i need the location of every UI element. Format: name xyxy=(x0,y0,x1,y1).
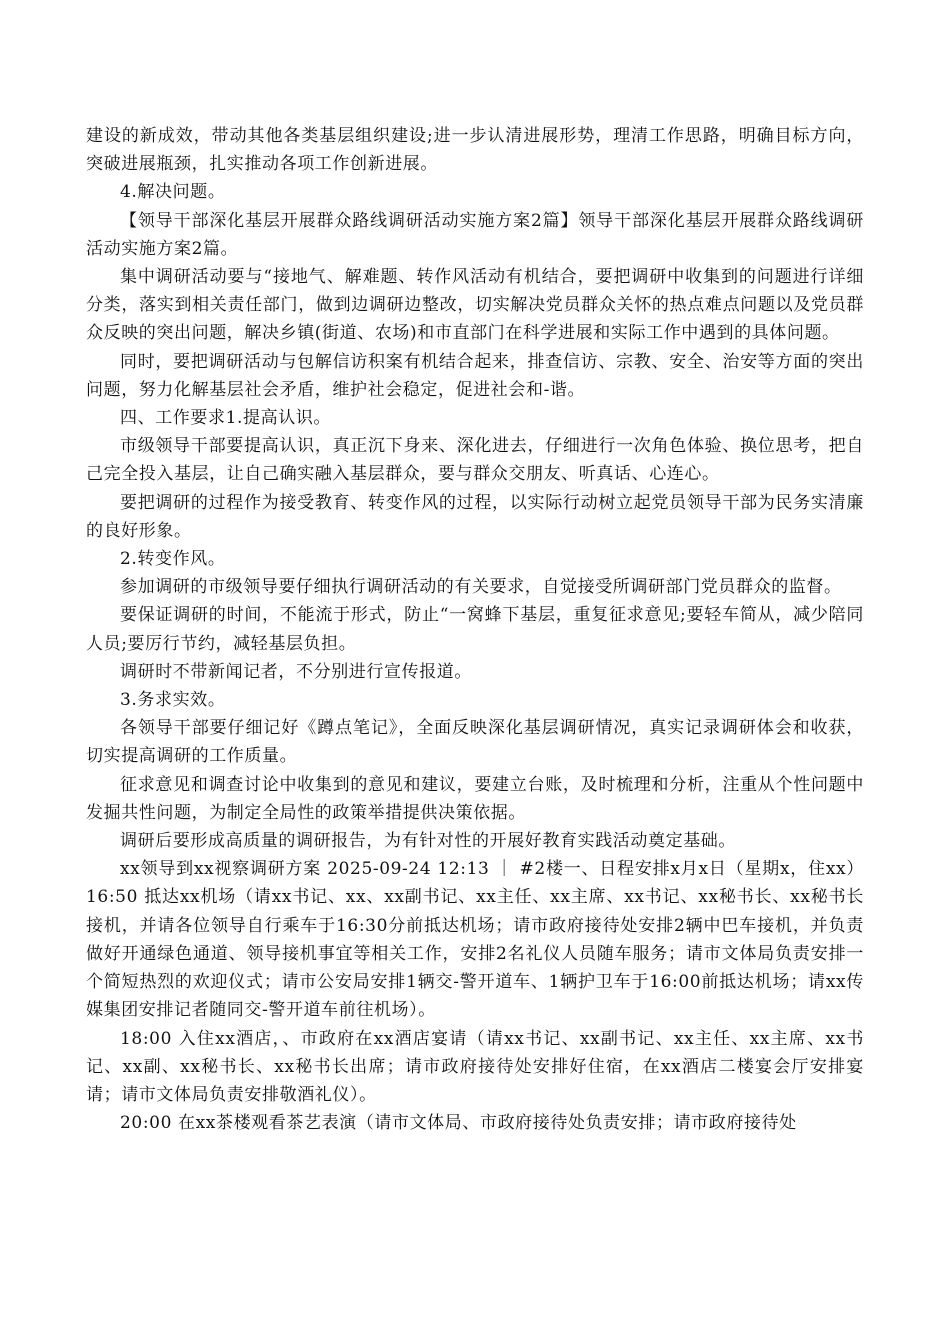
paragraph-14: 各领导干部要仔细记好《蹲点笔记》，全面反映深化基层调研情况，真实记录调研体会和收获，切实提高调研的工作质量。 xyxy=(86,718,864,767)
paragraph-9: 2.转变作风。 xyxy=(120,549,226,570)
paragraph-15: 征求意见和调查讨论中收集到的意见和建议，要建立台账，及时梳理和分析，注重从个性问题中发掘共性问题，为制定全局性的政策举措提供决策依据。 xyxy=(86,774,864,823)
paragraph-18: 18:00 入住xx酒店，、市政府在xx酒店宴请（请xx书记、xx副书记、xx主任、xx主席、xx书记、xx副、xx秘书长、xx秘书长出席；请市政府接待处安排好住宿，在xx酒店二楼宴会厅安排宴请；请市文体局负责安排敬酒礼仪）。 xyxy=(86,1028,864,1105)
paragraph-8: 要把调研的过程作为接受教育、转变作风的过程，以实际行动树立起党员领导干部为民务实清廉的良好形象。 xyxy=(86,492,864,541)
paragraph-7: 市级领导干部要提高认识，真正沉下身来、深化进去，仔细进行一次角色体验、换位思考，把自己完全投入基层，让自己确实融入基层群众，要与群众交朋友、听真话、心连心。 xyxy=(86,436,864,485)
paragraph-5: 同时，要把调研活动与包解信访积案有机结合起来，排查信访、宗教、安全、治安等方面的突出问题，努力化解基层社会矛盾，维护社会稳定，促进社会和-谐。 xyxy=(86,351,864,400)
document-body xyxy=(86,122,864,1137)
paragraph-2: 4.解决问题。 xyxy=(120,182,226,203)
paragraph-3: 【领导干部深化基层开展群众路线调研活动实施方案2篇】领导干部深化基层开展群众路线调研活动实施方案2篇。 xyxy=(86,210,864,259)
paragraph-1: 建设的新成效，带动其他各类基层组织建设;进一步认清进展形势，理清工作思路，明确目标方向，突破进展瓶颈，扎实推动各项工作创新进展。 xyxy=(86,126,864,175)
paragraph-10: 参加调研的市级领导要仔细执行调研活动的有关要求，自觉接受所调研部门党员群众的监督。 xyxy=(120,577,842,598)
paragraph-16: 调研后要形成高质量的调研报告，为有针对性的开展好教育实践活动奠定基础。 xyxy=(120,831,736,852)
paragraph-13: 3.务求实效。 xyxy=(120,690,226,711)
paragraph-4: 集中调研活动要与“接地气、解难题、转作风活动有机结合，要把调研中收集到的问题进行详细分类，落实到相关责任部门，做到边调研边整改，切实解决党员群众关怀的热点难点问题以及党员群众反映的突出问题，解决乡镇(街道、农场)和市直部门在科学进展和实际工作中遇到的具体问题。 xyxy=(86,267,864,344)
paragraph-11: 要保证调研的时间，不能流于形式，防止“一窝蜂下基层，重复征求意见;要轻车简从，减少陪同人员;要厉行节约，减轻基层负担。 xyxy=(86,605,864,654)
paragraph-6: 四、工作要求1.提高认识。 xyxy=(120,408,332,429)
paragraph-19: 20:00 在xx茶楼观看茶艺表演（请市文体局、市政府接待处负责安排；请市政府接待处 xyxy=(120,1113,797,1134)
paragraph-17: xx领导到xx视察调研方案 2025-09-24 12:13 ｜ #2楼一、日程安排x月x日（星期x，住xx）16:50 抵达xx机场（请xx书记、xx、xx副书记、xx主任、xx主席、xx书记、xx秘书长、xx秘书长接机，并请各位领导自行乘车于16:30分前抵达机场；请市政府接待处安排2辆中巴车接机，并负责做好开通绿色通道、领导接机事宜等相关工作，安排2名礼仪人员随车服务；请市文体局负责安排一个简短热烈的欢迎仪式；请市公安局安排1辆交-警开道车、1辆护卫车于16:00前抵达机场；请xx传媒集团安排记者随同交-警开道车前往机场）。 xyxy=(86,859,864,1021)
paragraph-12: 调研时不带新闻记者，不分别进行宣传报道。 xyxy=(120,661,472,682)
